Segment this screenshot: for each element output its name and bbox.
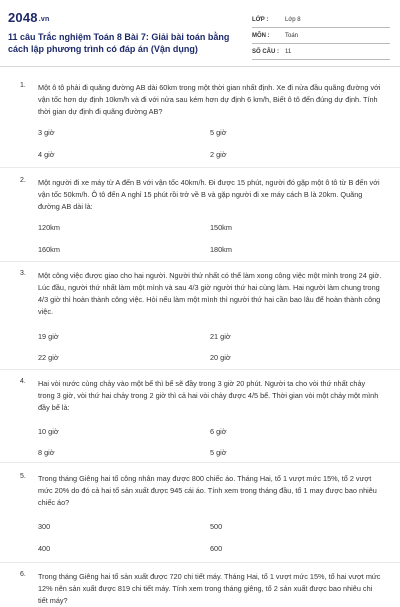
question-number: 1. — [20, 82, 26, 89]
option-c[interactable]: 4 giờ — [38, 150, 55, 159]
question-text: Một công việc được giao cho hai người. Người thứ nhất có thể làm xong công việc một mình trong 24 giờ. Lúc đầu, người thứ nhất làm một mình và sau 4/3 giờ người thứ hai cùng làm. Hai người làm chung trong 4/3 giờ thì hoàn thành công việc. Hỏi nếu làm một mình thì người thứ hai cần bao lâu để hoàn thành công việc. — [38, 271, 382, 316]
header-divider — [0, 66, 400, 67]
option-a[interactable]: 10 giờ — [38, 427, 59, 436]
question-number: 4. — [20, 378, 26, 385]
meta-value: 11 — [285, 48, 292, 55]
meta-key: SỐ CÂU : — [252, 48, 279, 55]
meta-value: Toán — [285, 32, 299, 39]
option-b[interactable]: 500 — [210, 522, 223, 531]
option-b[interactable]: 150km — [210, 223, 232, 232]
option-a[interactable]: 300 — [38, 522, 51, 531]
question-number: 6. — [20, 571, 26, 578]
option-b[interactable]: 21 giờ — [210, 332, 231, 341]
option-d[interactable]: 180km — [210, 245, 232, 254]
question-number: 3. — [20, 270, 26, 277]
question-text: Hai vòi nước cùng chảy vào một bể thì bể sẽ đầy trong 3 giờ 20 phút. Người ta cho vòi thứ nhất chảy trong 3 giờ, vòi thứ hai chảy trong 2 giờ thì cả hai vòi chảy được 4/5 bể. Thời gian vòi một chảy một mình đầy bể là: — [38, 379, 379, 412]
question-separator — [0, 369, 400, 370]
question-separator — [0, 562, 400, 563]
question-number: 2. — [20, 177, 26, 184]
question-text: Một ô tô phải đi quãng đường AB dài 60km trong một thời gian nhất định. Xe đi nửa đầu quãng đường với vận tốc hơn dự định 10km/h và đi với nửa sau kém hơn dự định 6 km/h, Biết ô tô đến đúng dự định. Tính thời gian dự định đi quãng đường AB? — [38, 83, 381, 116]
option-a[interactable]: 120km — [38, 223, 60, 232]
question-separator — [0, 167, 400, 168]
document-title: 11 câu Trắc nghiệm Toán 8 Bài 7: Giải bài toán bằng cách lập phương trình có đáp án (Vận dụng) — [8, 32, 230, 54]
page-header — [0, 0, 400, 62]
question-text: Trong tháng Giêng hai tổ công nhân may được 800 chiếc áo. Tháng Hai, tổ 1 vượt mức 15%, tổ 2 vượt mức 20% do đó cả hai tổ sản xuất được 945 cái áo. Tính xem trong tháng đầu, tổ 1 may được bao nhiêu chiếc áo? — [38, 474, 377, 507]
option-b[interactable]: 5 giờ — [210, 128, 227, 137]
option-c[interactable]: 160km — [38, 245, 60, 254]
question-text: Trong tháng Giêng hai tổ sản xuất được 720 chi tiết máy. Tháng Hai, tổ 1 vượt mức 15%, tổ hai vượt mức 12% nên sản xuất được 819 chi tiết máy. Tính xem trong tháng giêng, tổ 2 sản xuất được bao nhiêu chi tiết máy? — [38, 572, 381, 605]
logo-suffix: .vn — [38, 16, 50, 23]
option-c[interactable]: 400 — [38, 544, 51, 553]
option-a[interactable]: 3 giờ — [38, 128, 55, 137]
site-logo[interactable] — [8, 10, 49, 25]
meta-row-count — [252, 44, 390, 60]
option-b[interactable]: 6 giờ — [210, 427, 227, 436]
meta-row-class — [252, 12, 390, 28]
question-separator — [0, 261, 400, 262]
question-6 — [20, 571, 382, 605]
question-text: Một người đi xe máy từ A đến B với vận tốc 40km/h. Đi được 15 phút, người đó gặp một ô tô từ B đến với vận tốc 50km/h. Ô tô đến A nghỉ 15 phút rồi trở về B và gặp người đi xe máy cách B là 20km. Quãng đường AB dài là: — [38, 178, 380, 211]
option-d[interactable]: 20 giờ — [210, 353, 231, 362]
meta-row-subject — [252, 28, 390, 44]
option-c[interactable]: 8 giờ — [38, 448, 55, 457]
option-d[interactable]: 2 giờ — [210, 150, 227, 159]
meta-key: MÔN : — [252, 32, 270, 39]
question-separator — [0, 462, 400, 463]
meta-value: Lớp 8 — [285, 16, 301, 23]
option-d[interactable]: 600 — [210, 544, 223, 553]
logo-main: 2048 — [8, 10, 38, 25]
option-a[interactable]: 19 giờ — [38, 332, 59, 341]
option-c[interactable]: 22 giờ — [38, 353, 59, 362]
option-d[interactable]: 5 giờ — [210, 448, 227, 457]
meta-table — [252, 12, 390, 60]
question-number: 5. — [20, 473, 26, 480]
meta-key: LỚP : — [252, 16, 269, 23]
